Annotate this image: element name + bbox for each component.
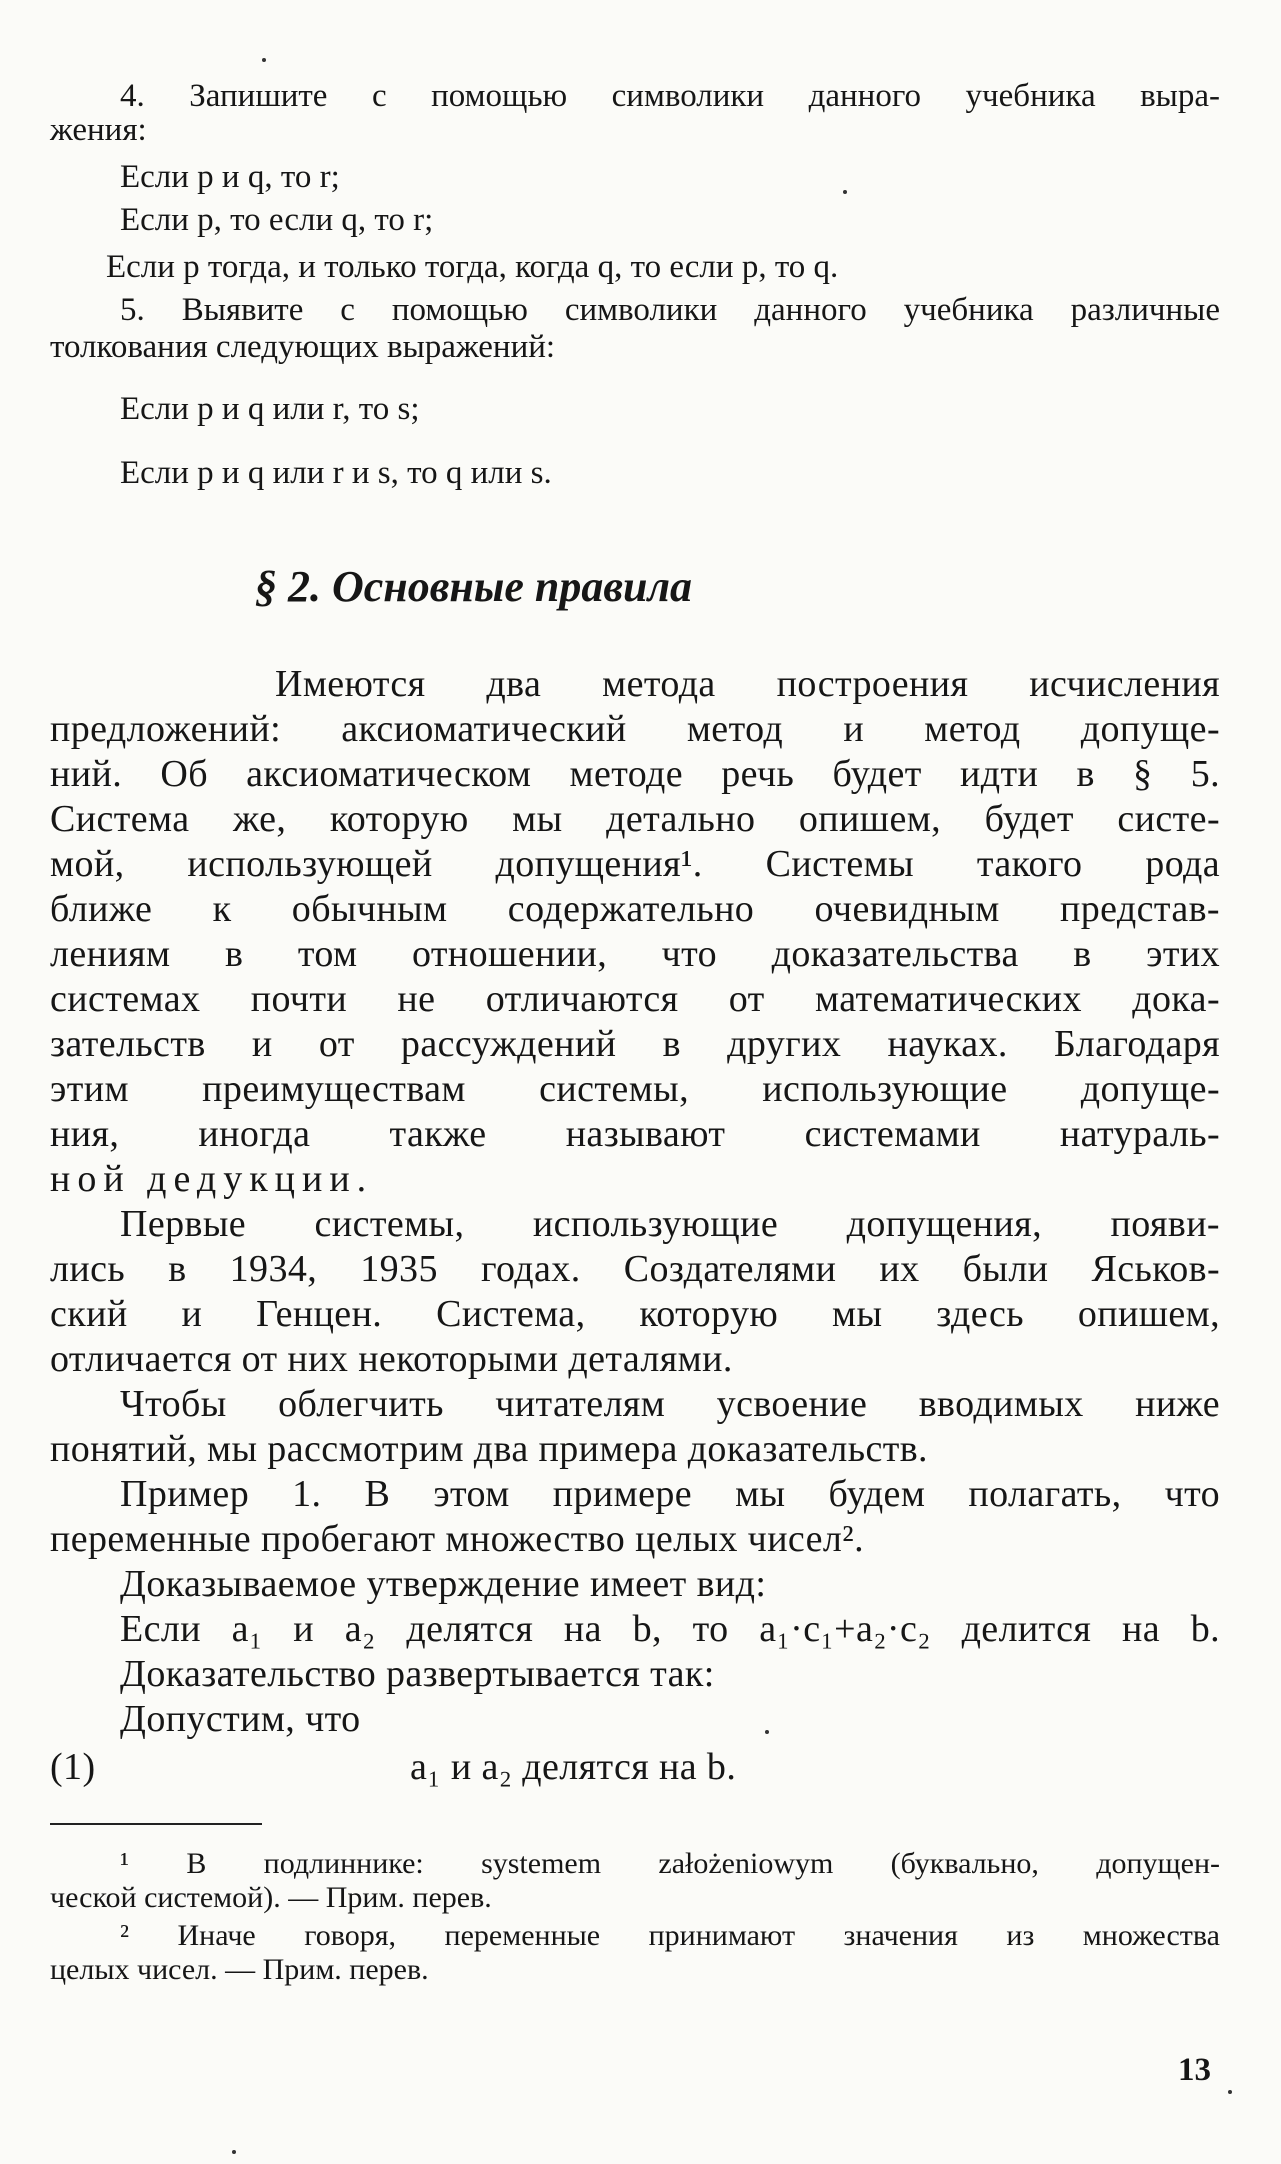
- statement-line: Если a₁ и a₂ делятся на b, то a₁·c₁+a₂·c₂ делится на b.: [120, 1608, 1220, 1650]
- paragraph-line: мой, использующей допущения¹. Системы такого рода: [50, 843, 1220, 885]
- formula-number: (1): [50, 1746, 96, 1788]
- paragraph-line: Доказательство развертывается так:: [120, 1653, 715, 1695]
- paragraph-line: ной дедукции.: [50, 1158, 374, 1200]
- paragraph-line: Допустим, что: [120, 1698, 361, 1740]
- paragraph-line: ский и Генцен. Система, которую мы здесь опишем,: [50, 1293, 1220, 1335]
- exercise-4-item: Если p тогда, и только тогда, когда q, то если p, то q.: [106, 249, 839, 285]
- exercise-4-item: Если p, то если q, то r;: [120, 202, 434, 238]
- exercise-5-item: Если p и q или r и s, то q или s.: [120, 455, 552, 491]
- footnote-1: ¹ В подлиннике: systemem założeniowym (буквально, допущен-: [120, 1847, 1220, 1880]
- paragraph-line: ния, иногда также называют системами натураль-: [50, 1113, 1220, 1155]
- paragraph-line: ний. Об аксиоматическом методе речь будет идти в § 5.: [50, 753, 1220, 795]
- print-speck: [262, 58, 266, 62]
- paragraph-line: Имеются два метода построения исчисления: [275, 663, 1220, 705]
- page-number: 13: [1178, 2052, 1211, 2088]
- exercise-4-text-cont: жения:: [50, 112, 147, 148]
- paragraph-line: понятий, мы рассмотрим два примера доказательств.: [50, 1428, 928, 1470]
- paragraph-line: ближе к обычным содержательно очевидным представ-: [50, 888, 1220, 930]
- paragraph-line: Доказываемое утверждение имеет вид:: [120, 1563, 767, 1605]
- paragraph-line: этим преимуществам системы, использующие допуще-: [50, 1068, 1220, 1110]
- paragraph-line: зательств и от рассуждений в других науках. Благодаря: [50, 1023, 1220, 1065]
- formula-body: a₁ и a₂ делятся на b.: [410, 1746, 737, 1788]
- footnote-2: ² Иначе говоря, переменные принимают значения из множества: [120, 1919, 1220, 1952]
- section-heading: § 2. Основные правила: [255, 562, 693, 611]
- print-speck: [1228, 2090, 1232, 2094]
- exercise-4-item: Если p и q, то r;: [120, 159, 340, 195]
- paragraph-line: системах почти не отличаются от математических дока-: [50, 978, 1220, 1020]
- print-speck: [843, 190, 847, 194]
- exercise-5-text-cont: толкования следующих выражений:: [50, 329, 556, 365]
- paragraph-line: Чтобы облегчить читателям усвоение вводимых ниже: [120, 1383, 1220, 1425]
- paragraph-line: лись в 1934, 1935 годах. Создателями их были Яськов-: [50, 1248, 1220, 1290]
- paragraph-line: предложений: аксиоматический метод и метод допуще-: [50, 708, 1220, 750]
- footnote-1-cont: ческой системой). — Прим. перев.: [50, 1881, 492, 1914]
- exercise-4-text: 4. Запишите с помощью символики данного учебника выра-: [120, 78, 1220, 114]
- paragraph-line: лениям в том отношении, что доказательства в этих: [50, 933, 1220, 975]
- print-speck: [232, 2150, 236, 2154]
- paragraph-line: Первые системы, использующие допущения, появи-: [120, 1203, 1220, 1245]
- footnote-divider: [50, 1823, 262, 1825]
- footnote-2-cont: целых чисел. — Прим. перев.: [50, 1953, 429, 1986]
- exercise-5-text: 5. Выявите с помощью символики данного учебника различные: [120, 292, 1220, 328]
- example-heading-line: Пример 1. В этом примере мы будем полагать, что: [120, 1473, 1220, 1515]
- exercise-5-item: Если p и q или r, то s;: [120, 391, 420, 427]
- print-speck: [765, 1730, 769, 1734]
- paragraph-line: переменные пробегают множество целых чисел².: [50, 1518, 864, 1560]
- paragraph-line: Система же, которую мы детально опишем, будет систе-: [50, 798, 1220, 840]
- paragraph-line: отличается от них некоторыми деталями.: [50, 1338, 733, 1380]
